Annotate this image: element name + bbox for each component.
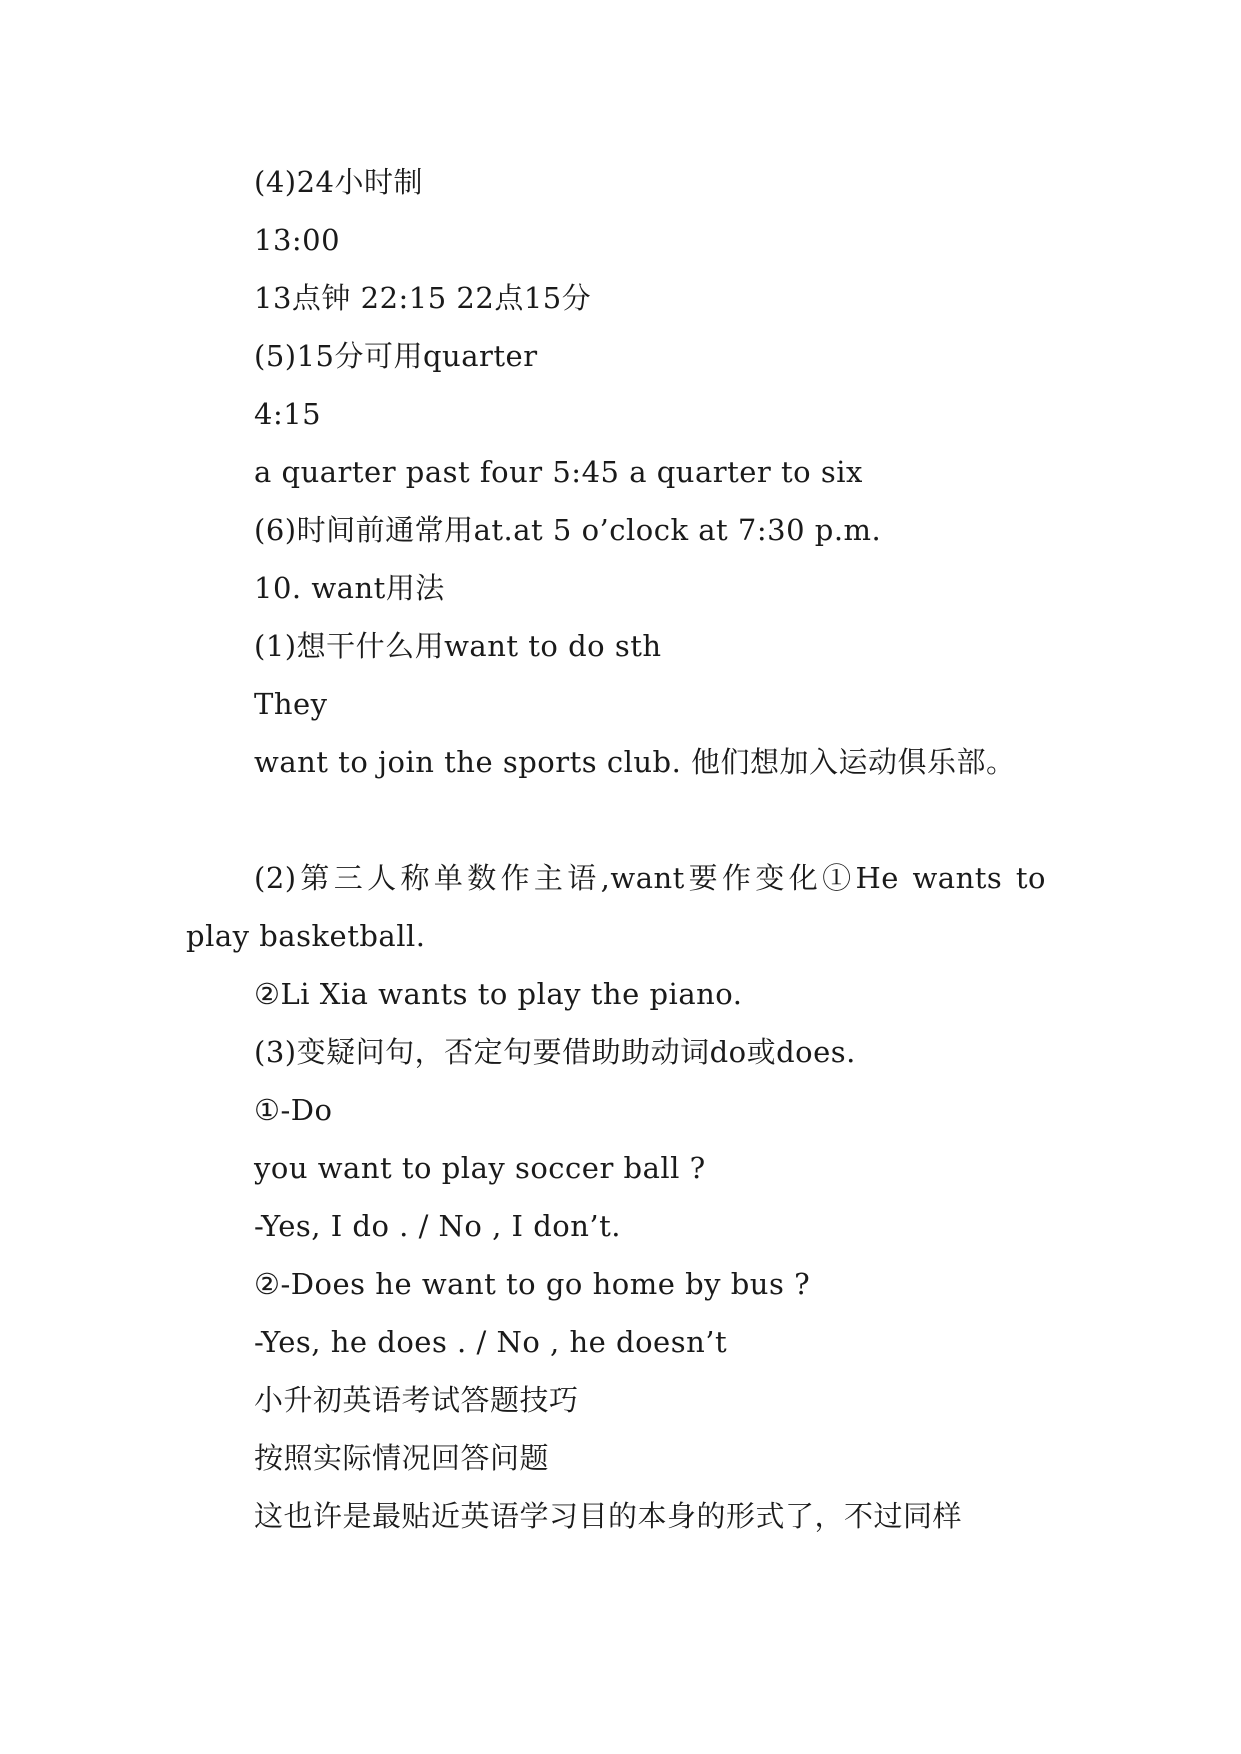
paragraph-sports-club: want to join the sports club. 他们想加入运动俱乐部。 — [254, 745, 1016, 779]
text-line-soccer-question: you want to play soccer ball ? — [254, 1151, 706, 1185]
text-line-4-15: 4:15 — [254, 397, 322, 431]
text-line-answer-by-situation: 按照实际情况回答问题 — [254, 1441, 550, 1475]
text-line-13-00: 13:00 — [254, 223, 341, 257]
text-line-closing: 这也许是最贴近英语学习目的本身的形式了，不过同样 — [254, 1499, 963, 1533]
text-line-yes-he-does: -Yes, he does . / No , he doesn’t — [254, 1325, 728, 1359]
text-line-quarter-examples: a quarter past four 5:45 a quarter to six — [254, 455, 863, 489]
text-line-want-to-do: (1)想干什么用want to do sth — [254, 629, 662, 663]
section-heading-want-usage: 10. want用法 — [254, 571, 445, 605]
text-line-do: ①-Do — [254, 1093, 333, 1127]
text-line-at-preposition: (6)时间前通常用at.at 5 o’clock at 7:30 p.m. — [254, 513, 882, 547]
text-line-bus-question: ②-Does he want to go home by bus ? — [254, 1267, 811, 1301]
paragraph-third-person: (2)第三人称单数作主语,want要作变化①He wants to play basketball. — [186, 861, 1046, 953]
text-line-24-hour-format: (4)24小时制 — [254, 165, 423, 199]
section-heading-exam-tips: 小升初英语考试答题技巧 — [254, 1383, 579, 1417]
text-line-hour-examples: 13点钟 22:15 22点15分 — [254, 281, 592, 315]
text-line-they: They — [254, 687, 328, 721]
text-line-li-xia: ②Li Xia wants to play the piano. — [254, 977, 743, 1011]
text-line-yes-i-do: -Yes, I do . / No , I don’t. — [254, 1209, 622, 1243]
text-line-quarter-rule: (5)15分可用quarter — [254, 339, 538, 373]
text-line-question-negative: (3)变疑问句，否定句要借助助动词do或does. — [254, 1035, 856, 1069]
